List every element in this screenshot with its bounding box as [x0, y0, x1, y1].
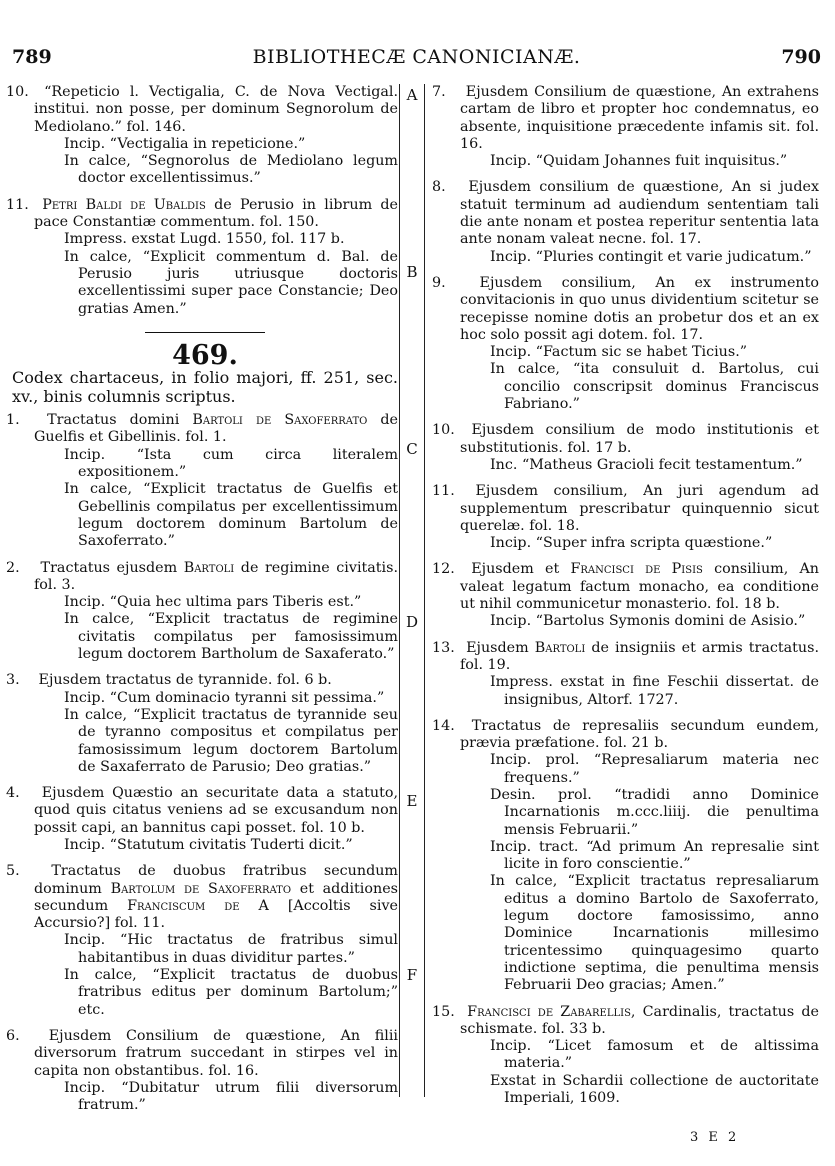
entry-6: 6. Ejusdem Consilium de quæstione, An filii diversorum fratrum succedant in stirpes vel in capita non obstantibus. fol. 16. Incip. “Dubitatur utrum filii diversorum fratrum.”	[6, 1027, 398, 1114]
margin-letter-a: A	[406, 86, 418, 104]
entry-1: 1. Tractatus domini Bartoli de Saxoferrato de Guelfis et Gibellinis. fol. 1. Incip. “Ista cum circa literalem expositionem.” In calce, “Explicit tractatus de Guelfis et Gebellinis compilatus per excellentissimum legum doctorem dominum Bartolum de Saxoferrato.”	[6, 412, 399, 550]
margin-letter-b: B	[406, 263, 418, 281]
entry-11: 11. Petri Baldi de Ubaldis de Perusio in librum de pace Constantiæ commentum. fol. 150. Impress. exstat Lugd. 1550, fol. 117 b. In calce, “Explicit commentum d. Bal. de Perusio juris utriusque doctoris excellentissimi super pace Constancie; Deo gratias Amen.”	[6, 196, 399, 317]
entry-3: 3. Ejusdem tractatus de tyrannide. fol. 6 b. Incip. “Cum dominacio tyranni sit pessima.” In calce, “Explicit tractatus de tyrannide seu de tyranno compositus et compilatus per famosissimum legum doctorem Bartolum de Saxaferrato de Parusio; Deo gratias.”	[6, 672, 398, 775]
entry-13: 13. Ejusdem Bartoli de insigniis et armis tractatus. fol. 19. Impress. exstat in fine Feschii dissertat. de insignibus, Altorf. 1727.	[432, 639, 819, 708]
entry-5: 5. Tractatus de duobus fratribus secundum dominum Bartolum de Saxoferrato et additiones secundum Franciscum de A [Accoltis sive Accursio?] fol. 11. Incip. “Hic tractatus de fratribus simul habitantibus in duas dividitur partes.” In calce, “Explicit tractatus de duobus fratribus editus per dominum Bartolum;” etc.	[6, 863, 398, 1018]
margin-letter-d: D	[405, 613, 419, 631]
page-number-left: 789	[12, 46, 52, 68]
entry-14: 14. Tractatus de represaliis secundum eundem, prævia præfatione. fol. 21 b. Incip. prol. “Represaliarum materia nec frequens.” Desin. prol. “tradidi anno Dominice Incarnationis m.ccc.liiij. die penultima mensis Februarii.” Incip. tract. “Ad primum An represalie sint licite in foro conscientie.” In calce, “Explicit tractatus represaliarum editus a domino Bartolo de Saxoferrato, legum doctore famosissimo, anno Dominice Incarnationis millesimo tricentessimo quinquagesimo quarto indictione septima, die penultima mensis Februarii Deo gracias; Amen.”	[432, 717, 820, 994]
entry-10-right: 10. Ejusdem consilium de modo institutionis et substitutionis. fol. 17 b. Inc. “Matheus Gracioli fecit testamentum.”	[432, 422, 819, 473]
signature-mark: 3 E 2	[690, 1130, 740, 1145]
entry-12: 12. Ejusdem et Francisci de Pisis consilium, An valeat legatum factum monacho, ea conditione ut nihil communicetur monasterio. fol. 18 b. Incip. “Bartolus Symonis domini de Asisio.”	[432, 561, 820, 630]
margin-letter-c: C	[406, 440, 418, 458]
entry-8: 8. Ejusdem consilium de quæstione, An si judex statuit terminum ad audiendum sententiam tali die ante nonam et postea reperitur sententia lata ante nonam valeat necne. fol. 17. Incip. “Pluries contingit et varie judicatum.”	[432, 179, 820, 265]
entry-9: 9. Ejusdem consilium, An ex instrumento convitacionis in quo unus dividentium scitetur se recepisse nomine dotis an probetur dos et an ex hoc solo possit agi dotem. fol. 17. Incip. “Factum sic se habet Ticius.” In calce, “ita consuluit d. Bartolus, cui concilio conscripsit dominus Franciscus Fabriano.”	[432, 274, 819, 413]
entry-4: 4. Ejusdem Quæstio an securitate data a statuto, quod quis citatus veniens ad se excusandum non possit capi, an bannitus capi posset. fol. 10 b. Incip. “Statutum civitatis Tuderti dicit.”	[6, 785, 398, 853]
right-column	[432, 84, 820, 1116]
page-header	[12, 46, 821, 74]
running-title: BIBLIOTHECÆ CANONICIANÆ.	[252, 46, 581, 68]
entry-7: 7. Ejusdem Consilium de quæstione, An extrahens cartam de libro et propter hoc condemnatus, eo absente, inquisitione præcedente infamis sit. fol. 16. Incip. “Quidam Johannes fuit inquisitus.”	[432, 84, 819, 170]
left-column	[6, 84, 399, 1123]
margin-letter-e: E	[406, 792, 418, 810]
entry-15: 15. Francisci de Zabarellis, Cardinalis, tractatus de schismate. fol. 33 b. Incip. “Licet famosum et de altissima materia.” Exstat in Schardii collectione de auctoritate Imperiali, 1609.	[432, 1003, 819, 1107]
column-rule-right	[424, 84, 425, 1097]
entry-2: 2. Tractatus ejusdem Bartoli de regimine civitatis. fol. 3. Incip. “Quia hec ultima pars Tiberis est.” In calce, “Explicit tractatus de regimine civitatis compilatus per famosissimum legum doctorem Bartholum de Saxaferato.”	[6, 559, 398, 663]
column-rule-left	[399, 84, 400, 1097]
codex-description: Codex chartaceus, in folio majori, ff. 251, sec. xv., binis columnis scriptus.	[12, 368, 398, 407]
margin-letter-f: F	[406, 966, 418, 984]
section-rule	[145, 332, 265, 333]
entry-11-right: 11. Ejusdem consilium, An juri agendum ad supplementum prescribatur quinquennio sicut querelæ. fol. 18. Incip. “Super infra scripta quæstione.”	[432, 483, 819, 552]
codex-number: 469.	[172, 339, 238, 371]
page-number-right: 790	[781, 46, 821, 68]
entry-10: 10. “Repeticio l. Vectigalia, C. de Nova Vectigal. institui. non posse, per dominum Segnorolum de Mediolano.” fol. 146. Incip. “Vectigalia in repeticione.” In calce, “Segnorolus de Mediolano legum doctor excellentissimus.”	[6, 84, 398, 187]
